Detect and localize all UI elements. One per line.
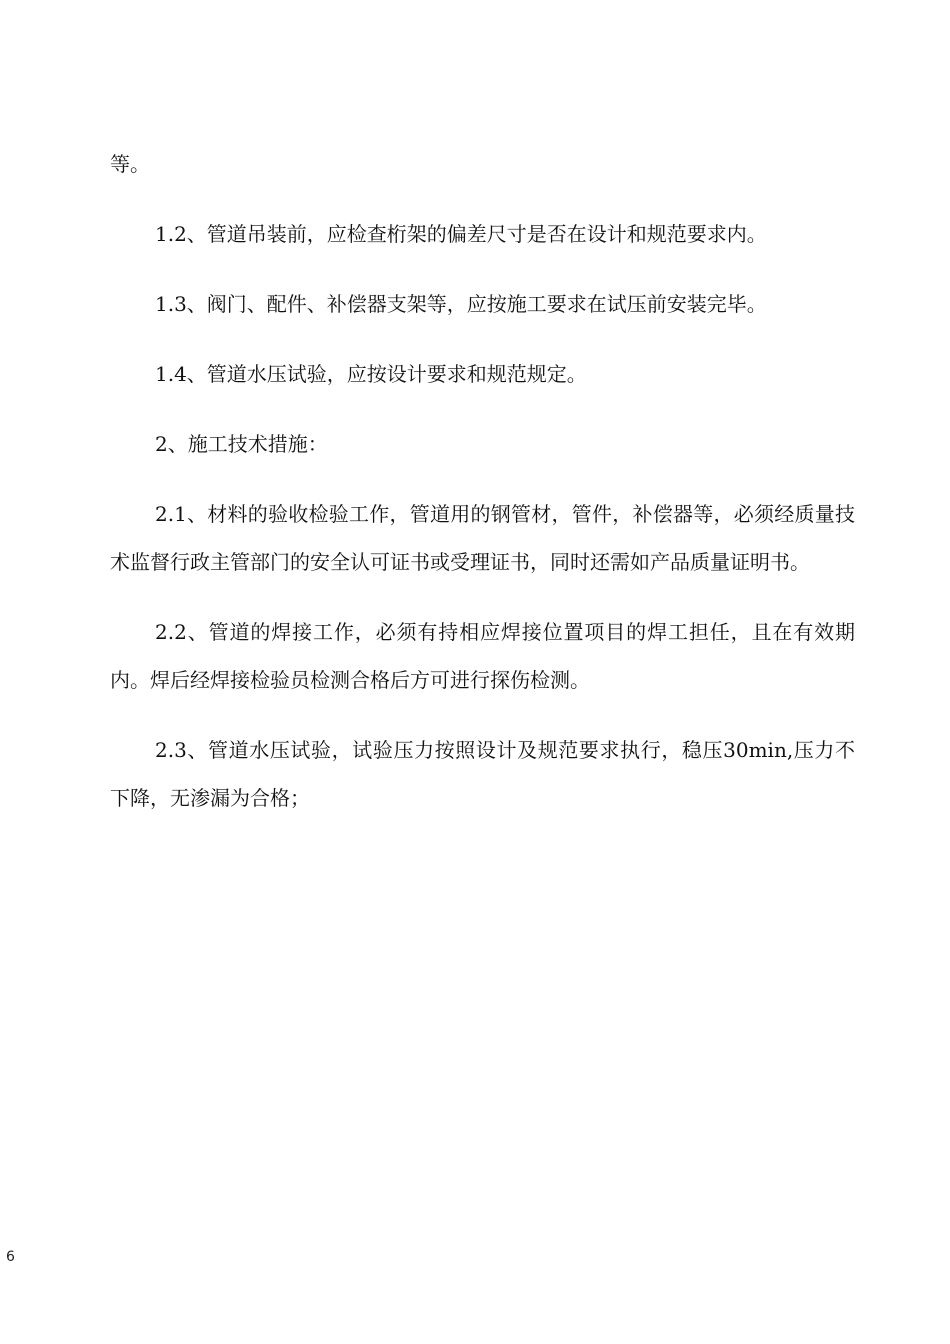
paragraph-2-2: 2.2、管道的焊接工作，必须有持相应焊接位置项目的焊工担任，且在有效期内。焊后经焊接检验员检测合格后方可进行探伤检测。 xyxy=(110,620,855,692)
paragraph-1-4: 1.4、管道水压试验，应按设计要求和规范规定。 xyxy=(155,362,587,386)
document-body xyxy=(110,140,855,844)
paragraph-1-3: 1.3、阀门、配件、补偿器支架等，应按施工要求在试压前安装完毕。 xyxy=(155,292,767,316)
paragraph-2-1: 2.1、材料的验收检验工作，管道用的钢管材，管件，补偿器等，必须经质量技术监督行政主管部门的安全认可证书或受理证书，同时还需如产品质量证明书。 xyxy=(110,502,855,574)
page-number: 6 xyxy=(6,1249,15,1265)
section-heading-2: 2、施工技术措施： xyxy=(155,432,328,456)
paragraph-1-2: 1.2、管道吊装前，应检查桁架的偏差尺寸是否在设计和规范要求内。 xyxy=(155,222,767,246)
paragraph-continuation: 等。 xyxy=(110,152,150,176)
paragraph-2-3: 2.3、管道水压试验，试验压力按照设计及规范要求执行，稳压30min,压力不下降，无渗漏为合格； xyxy=(110,738,855,810)
